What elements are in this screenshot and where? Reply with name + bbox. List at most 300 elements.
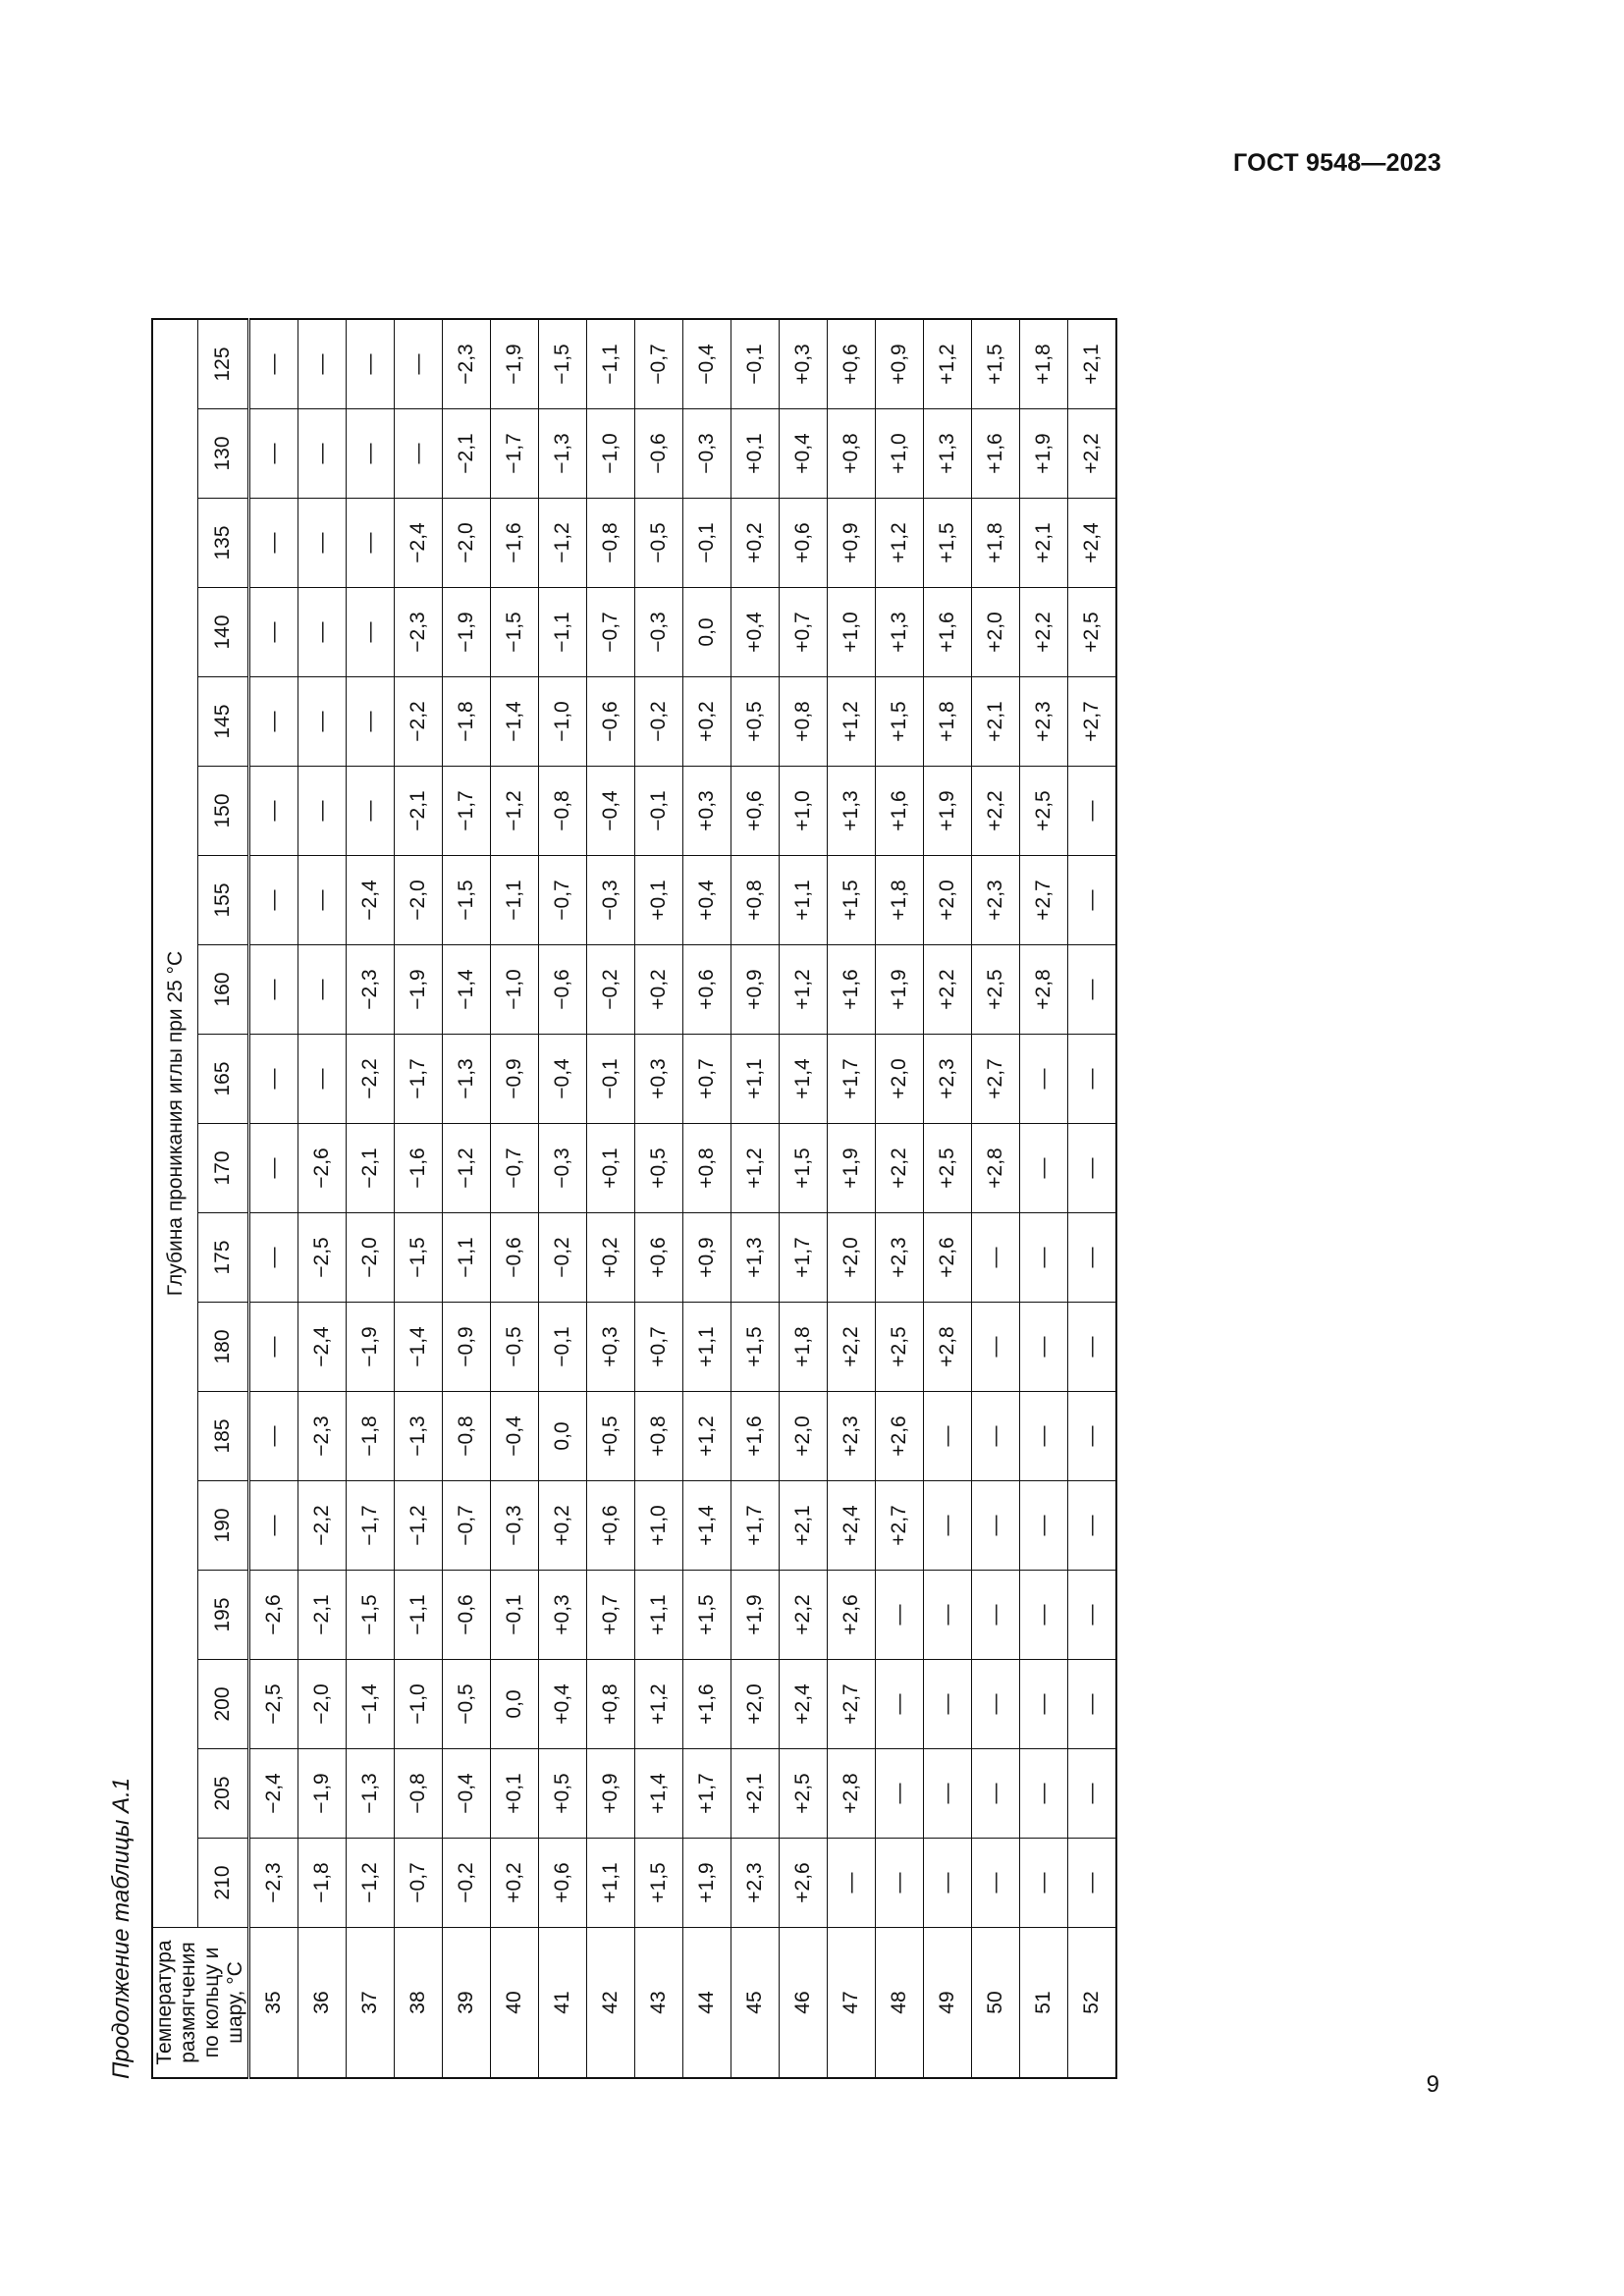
table-cell: −0,7	[491, 1124, 539, 1213]
table-cell: −2,1	[347, 1124, 395, 1213]
table-cell: +0,5	[635, 1124, 683, 1213]
table-cell: −0,4	[443, 1749, 491, 1839]
table-cell: +2,5	[876, 1303, 924, 1392]
table-cell: −2,2	[395, 677, 443, 767]
table-row	[347, 319, 395, 2078]
header-row-group	[152, 319, 198, 2078]
column-header: 185	[198, 1392, 249, 1481]
table-cell: +2,5	[1020, 767, 1068, 856]
table-cell: −0,7	[443, 1481, 491, 1571]
table-cell: −2,1	[395, 767, 443, 856]
table-row	[828, 319, 876, 2078]
table-cell: +2,3	[731, 1839, 780, 1928]
table-cell: —	[298, 945, 347, 1035]
table-cell: −1,3	[347, 1749, 395, 1839]
table-cell: +1,5	[924, 499, 972, 588]
table-cell: —	[1068, 1303, 1117, 1392]
table-cell: +2,7	[876, 1481, 924, 1571]
table-cell: —	[972, 1303, 1020, 1392]
table-cell: +2,6	[780, 1839, 828, 1928]
table-row	[1068, 319, 1117, 2078]
table-cell: +0,8	[683, 1124, 731, 1213]
table-cell: −1,9	[298, 1749, 347, 1839]
table-cell: −0,9	[491, 1035, 539, 1124]
table-cell: +1,2	[683, 1392, 731, 1481]
table-cell: +2,4	[780, 1660, 828, 1749]
row-label: 46	[780, 1928, 828, 2079]
column-header: 165	[198, 1035, 249, 1124]
table-cell: +0,2	[587, 1213, 635, 1303]
table-cell: +0,6	[539, 1839, 587, 1928]
table-cell: −1,7	[443, 767, 491, 856]
table-cell: −2,2	[298, 1481, 347, 1571]
table-cell: +2,4	[828, 1481, 876, 1571]
table-cell: +1,4	[635, 1749, 683, 1839]
table-cell: −0,1	[635, 767, 683, 856]
table-cell: +1,5	[972, 319, 1020, 409]
table-cell: −0,9	[443, 1303, 491, 1392]
table-cell: +2,1	[1068, 319, 1117, 409]
table-cell: +1,8	[972, 499, 1020, 588]
table-row	[780, 319, 828, 2078]
table-cell: −0,8	[443, 1392, 491, 1481]
table-cell: −2,4	[395, 499, 443, 588]
table-cell: −0,4	[683, 319, 731, 409]
table-cell: −0,8	[539, 767, 587, 856]
table-cell: +2,3	[972, 856, 1020, 945]
table-cell: +1,3	[924, 409, 972, 499]
table-cell: +0,5	[731, 677, 780, 767]
row-label: 45	[731, 1928, 780, 2079]
table-cell: +0,5	[587, 1392, 635, 1481]
table-cell: −0,6	[587, 677, 635, 767]
table-cell: −0,3	[587, 856, 635, 945]
table-cell: —	[249, 1392, 298, 1481]
table-cell: −1,9	[395, 945, 443, 1035]
table-cell: −0,4	[587, 767, 635, 856]
table-cell: −1,7	[347, 1481, 395, 1571]
table-cell: −0,6	[443, 1571, 491, 1660]
table-cell: —	[1068, 856, 1117, 945]
table-cell: —	[924, 1571, 972, 1660]
table-cell: −0,5	[443, 1660, 491, 1749]
table-cell: +0,4	[683, 856, 731, 945]
table-cell: +0,6	[635, 1213, 683, 1303]
table-cell: −0,6	[491, 1213, 539, 1303]
table-cell: +1,7	[731, 1481, 780, 1571]
table-cell: +2,8	[828, 1749, 876, 1839]
table-cell: +1,0	[828, 588, 876, 677]
table-cell: +1,9	[828, 1124, 876, 1213]
table-cell: −2,5	[298, 1213, 347, 1303]
table-cell: +1,5	[828, 856, 876, 945]
table-cell: −0,7	[395, 1839, 443, 1928]
column-header: 190	[198, 1481, 249, 1571]
table-cell: +2,2	[828, 1303, 876, 1392]
table-cell: +1,4	[683, 1481, 731, 1571]
table-cell: −0,2	[635, 677, 683, 767]
table-row	[924, 319, 972, 2078]
table-cell: −2,4	[249, 1749, 298, 1839]
table-cell: +0,7	[587, 1571, 635, 1660]
table-cell: +0,6	[731, 767, 780, 856]
table-cell: −0,4	[539, 1035, 587, 1124]
table-cell: −1,9	[347, 1303, 395, 1392]
table-cell: —	[1020, 1303, 1068, 1392]
table-cell: +1,4	[780, 1035, 828, 1124]
table-cell: +0,6	[828, 319, 876, 409]
table-cell: −0,7	[635, 319, 683, 409]
table-cell: −0,6	[539, 945, 587, 1035]
row-label: 38	[395, 1928, 443, 2079]
table-cell: —	[924, 1660, 972, 1749]
table-cell: +0,4	[539, 1660, 587, 1749]
table-cell: +1,2	[876, 499, 924, 588]
table-row	[972, 319, 1020, 2078]
table-cell: —	[298, 677, 347, 767]
table-cell: −1,3	[443, 1035, 491, 1124]
table-cell: −0,4	[491, 1392, 539, 1481]
table-cell: −1,2	[443, 1124, 491, 1213]
table-cell: +2,1	[1020, 499, 1068, 588]
table-cell: —	[1068, 1660, 1117, 1749]
table-cell: −0,1	[491, 1571, 539, 1660]
table-cell: +0,3	[635, 1035, 683, 1124]
table-cell: +0,2	[683, 677, 731, 767]
table-cell: +2,0	[780, 1392, 828, 1481]
table-cell: —	[972, 1481, 1020, 1571]
table-cell: +0,1	[587, 1124, 635, 1213]
table-cell: +0,9	[587, 1749, 635, 1839]
table-cell: −1,5	[395, 1213, 443, 1303]
table-cell: —	[249, 319, 298, 409]
table-cell: −1,0	[491, 945, 539, 1035]
table-cell: —	[1068, 1571, 1117, 1660]
table-cell: 0,0	[539, 1392, 587, 1481]
table-cell: −0,5	[491, 1303, 539, 1392]
table-cell: —	[1020, 1571, 1068, 1660]
table-row	[876, 319, 924, 2078]
table-cell: +1,5	[780, 1124, 828, 1213]
table-cell: −2,1	[443, 409, 491, 499]
table-cell: +0,2	[731, 499, 780, 588]
header-row-columns	[198, 319, 249, 2078]
table-cell: +1,6	[876, 767, 924, 856]
table-cell: +0,3	[587, 1303, 635, 1392]
table-cell: +2,2	[780, 1571, 828, 1660]
table-cell: +2,0	[731, 1660, 780, 1749]
table-cell: +2,2	[924, 945, 972, 1035]
table-cell: +0,9	[683, 1213, 731, 1303]
table-cell: −1,7	[491, 409, 539, 499]
table-cell: −2,0	[443, 499, 491, 588]
table-cell: +2,7	[972, 1035, 1020, 1124]
table-cell: +1,3	[828, 767, 876, 856]
column-header: 205	[198, 1749, 249, 1839]
table-cell: —	[1068, 1124, 1117, 1213]
table-cell: −2,0	[347, 1213, 395, 1303]
table-row	[683, 319, 731, 2078]
table-cell: +0,9	[828, 499, 876, 588]
table-cell: −1,9	[443, 588, 491, 677]
table-cell: —	[972, 1392, 1020, 1481]
row-label: 50	[972, 1928, 1020, 2079]
table-cell: +2,0	[924, 856, 972, 945]
table-row	[249, 319, 298, 2078]
table-cell: +2,4	[1068, 499, 1117, 588]
column-header: 195	[198, 1571, 249, 1660]
table-cell: −0,7	[539, 856, 587, 945]
table-cell: +0,3	[539, 1571, 587, 1660]
table-cell: —	[249, 499, 298, 588]
table-cell: +1,2	[780, 945, 828, 1035]
table-cell: —	[972, 1660, 1020, 1749]
table-cell: +1,1	[683, 1303, 731, 1392]
row-header-cell: Температура размягчения по кольцу и шару, °С	[152, 1928, 249, 2079]
table-cell: +1,6	[828, 945, 876, 1035]
table-row	[443, 319, 491, 2078]
table-cell: +2,3	[828, 1392, 876, 1481]
table-cell: —	[924, 1481, 972, 1571]
table-cell: —	[249, 1035, 298, 1124]
table-cell: —	[1020, 1124, 1068, 1213]
table-cell: —	[347, 767, 395, 856]
table-cell: +2,0	[876, 1035, 924, 1124]
column-header: 145	[198, 677, 249, 767]
table-cell: —	[1068, 1839, 1117, 1928]
table-cell: +1,7	[683, 1749, 731, 1839]
table-cell: +1,9	[924, 767, 972, 856]
table-cell: —	[1020, 1392, 1068, 1481]
table-cell: −2,0	[395, 856, 443, 945]
table-cell: +1,0	[780, 767, 828, 856]
table-cell: +1,2	[731, 1124, 780, 1213]
table-cell: +2,6	[924, 1213, 972, 1303]
table-row	[731, 319, 780, 2078]
table-cell: —	[1020, 1749, 1068, 1839]
table-cell: −1,2	[395, 1481, 443, 1571]
table-cell: —	[1068, 1481, 1117, 1571]
table-cell: +2,3	[1020, 677, 1068, 767]
table-cell: −1,9	[491, 319, 539, 409]
table-cell: −0,3	[539, 1124, 587, 1213]
table-cell: −1,8	[347, 1392, 395, 1481]
table-cell: +1,2	[924, 319, 972, 409]
table-cell: −0,3	[635, 588, 683, 677]
table-cell: +0,1	[635, 856, 683, 945]
table-cell: +1,8	[1020, 319, 1068, 409]
table-cell: —	[972, 1749, 1020, 1839]
table-cell: +0,2	[635, 945, 683, 1035]
table-cell: +1,9	[731, 1571, 780, 1660]
column-header: 200	[198, 1660, 249, 1749]
table-cell: +0,7	[635, 1303, 683, 1392]
table-cell: −0,1	[731, 319, 780, 409]
table-cell: —	[876, 1571, 924, 1660]
table-cell: −0,3	[683, 409, 731, 499]
table-cell: +1,1	[780, 856, 828, 945]
table-cell: +1,9	[1020, 409, 1068, 499]
table-cell: −1,0	[539, 677, 587, 767]
table-cell: −1,5	[443, 856, 491, 945]
table-cell: +2,5	[924, 1124, 972, 1213]
row-label: 37	[347, 1928, 395, 2079]
row-label: 39	[443, 1928, 491, 2079]
table-cell: −1,1	[539, 588, 587, 677]
row-label: 48	[876, 1928, 924, 2079]
table-cell: —	[1068, 1035, 1117, 1124]
table-cell: —	[1020, 1213, 1068, 1303]
table-cell: +0,6	[587, 1481, 635, 1571]
table-cell: +0,7	[780, 588, 828, 677]
table-cell: +0,2	[539, 1481, 587, 1571]
table-cell: —	[347, 588, 395, 677]
table-cell: −0,1	[587, 1035, 635, 1124]
table-cell: −2,1	[298, 1571, 347, 1660]
table-cell: —	[249, 767, 298, 856]
table-cell: +2,6	[828, 1571, 876, 1660]
table-cell: +1,6	[683, 1660, 731, 1749]
table-cell: +1,3	[731, 1213, 780, 1303]
column-header: 125	[198, 319, 249, 409]
table-cell: −1,4	[347, 1660, 395, 1749]
row-label: 41	[539, 1928, 587, 2079]
table-cell: —	[828, 1839, 876, 1928]
data-table	[151, 318, 1117, 2079]
table-cell: —	[249, 1124, 298, 1213]
table-cell: +1,5	[876, 677, 924, 767]
table-cell: —	[972, 1839, 1020, 1928]
column-header: 180	[198, 1303, 249, 1392]
column-header: 155	[198, 856, 249, 945]
table-cell: −1,0	[587, 409, 635, 499]
table-cell: —	[249, 945, 298, 1035]
table-cell: −0,2	[539, 1213, 587, 1303]
rotated-table-frame	[108, 234, 1149, 2079]
table-cell: −2,3	[298, 1392, 347, 1481]
table-cell: +2,3	[924, 1035, 972, 1124]
table-cell: +2,8	[1020, 945, 1068, 1035]
table-cell: —	[298, 767, 347, 856]
column-header: 140	[198, 588, 249, 677]
table-cell: −2,3	[443, 319, 491, 409]
table-cell: +2,5	[780, 1749, 828, 1839]
table-cell: —	[924, 1392, 972, 1481]
column-header: 170	[198, 1124, 249, 1213]
table-cell: —	[876, 1660, 924, 1749]
table-cell: +0,9	[731, 945, 780, 1035]
table-cell: +1,1	[587, 1839, 635, 1928]
table-cell: +1,6	[924, 588, 972, 677]
table-cell: +2,2	[972, 767, 1020, 856]
table-cell: —	[876, 1839, 924, 1928]
column-header: 160	[198, 945, 249, 1035]
table-caption: Продолжение таблицы А.1	[108, 1777, 135, 2079]
table-cell: —	[876, 1749, 924, 1839]
table-cell: −2,4	[347, 856, 395, 945]
table-cell: −0,5	[635, 499, 683, 588]
table-cell: +1,1	[731, 1035, 780, 1124]
table-cell: +1,8	[780, 1303, 828, 1392]
table-cell: +1,3	[876, 588, 924, 677]
table-cell: +1,9	[876, 945, 924, 1035]
table-cell: +1,5	[683, 1571, 731, 1660]
table-cell: −1,1	[491, 856, 539, 945]
table-cell: −1,4	[491, 677, 539, 767]
table-cell: +1,5	[635, 1839, 683, 1928]
table-cell: —	[347, 677, 395, 767]
table-cell: −2,2	[347, 1035, 395, 1124]
table-cell: −0,1	[539, 1303, 587, 1392]
column-header: 150	[198, 767, 249, 856]
table-cell: −0,3	[491, 1481, 539, 1571]
table-cell: −1,5	[539, 319, 587, 409]
table-cell: +2,1	[731, 1749, 780, 1839]
table-cell: —	[249, 1481, 298, 1571]
table-cell: −0,2	[587, 945, 635, 1035]
table-cell: —	[298, 1035, 347, 1124]
table-row	[1020, 319, 1068, 2078]
table-cell: +0,5	[539, 1749, 587, 1839]
table-cell: +1,9	[683, 1839, 731, 1928]
table-cell: +2,2	[876, 1124, 924, 1213]
table-cell: +0,1	[731, 409, 780, 499]
table-cell: +0,8	[731, 856, 780, 945]
table-cell: +2,0	[828, 1213, 876, 1303]
table-cell: −1,7	[395, 1035, 443, 1124]
table-row	[491, 319, 539, 2078]
table-cell: +0,9	[876, 319, 924, 409]
table-cell: —	[347, 319, 395, 409]
table-cell: +0,8	[587, 1660, 635, 1749]
table-cell: +0,8	[635, 1392, 683, 1481]
table-cell: −1,6	[395, 1124, 443, 1213]
table-cell: −1,2	[347, 1839, 395, 1928]
row-label: 47	[828, 1928, 876, 2079]
table-cell: −0,8	[587, 499, 635, 588]
table-cell: —	[298, 499, 347, 588]
table-row	[539, 319, 587, 2078]
table-cell: 0,0	[683, 588, 731, 677]
table-cell: —	[1068, 945, 1117, 1035]
table-cell: +0,8	[780, 677, 828, 767]
table-cell: —	[249, 1213, 298, 1303]
table-body	[249, 319, 1117, 2078]
column-header: 210	[198, 1839, 249, 1928]
table-cell: +1,0	[876, 409, 924, 499]
table-cell: —	[249, 677, 298, 767]
table-row	[298, 319, 347, 2078]
table-cell: —	[298, 319, 347, 409]
table-cell: +2,2	[1068, 409, 1117, 499]
table-cell: +2,2	[1020, 588, 1068, 677]
row-label: 44	[683, 1928, 731, 2079]
column-header: 130	[198, 409, 249, 499]
table-cell: +0,1	[491, 1749, 539, 1839]
table-cell: +2,8	[924, 1303, 972, 1392]
table-cell: −0,2	[443, 1839, 491, 1928]
table-cell: +1,5	[731, 1303, 780, 1392]
table-cell: +0,4	[780, 409, 828, 499]
table-cell: −1,5	[491, 588, 539, 677]
table-cell: +1,8	[876, 856, 924, 945]
table-cell: +1,7	[828, 1035, 876, 1124]
row-label: 40	[491, 1928, 539, 2079]
table-cell: −2,3	[395, 588, 443, 677]
table-cell: +2,5	[1068, 588, 1117, 677]
table-cell: +2,1	[972, 677, 1020, 767]
table-cell: —	[347, 409, 395, 499]
